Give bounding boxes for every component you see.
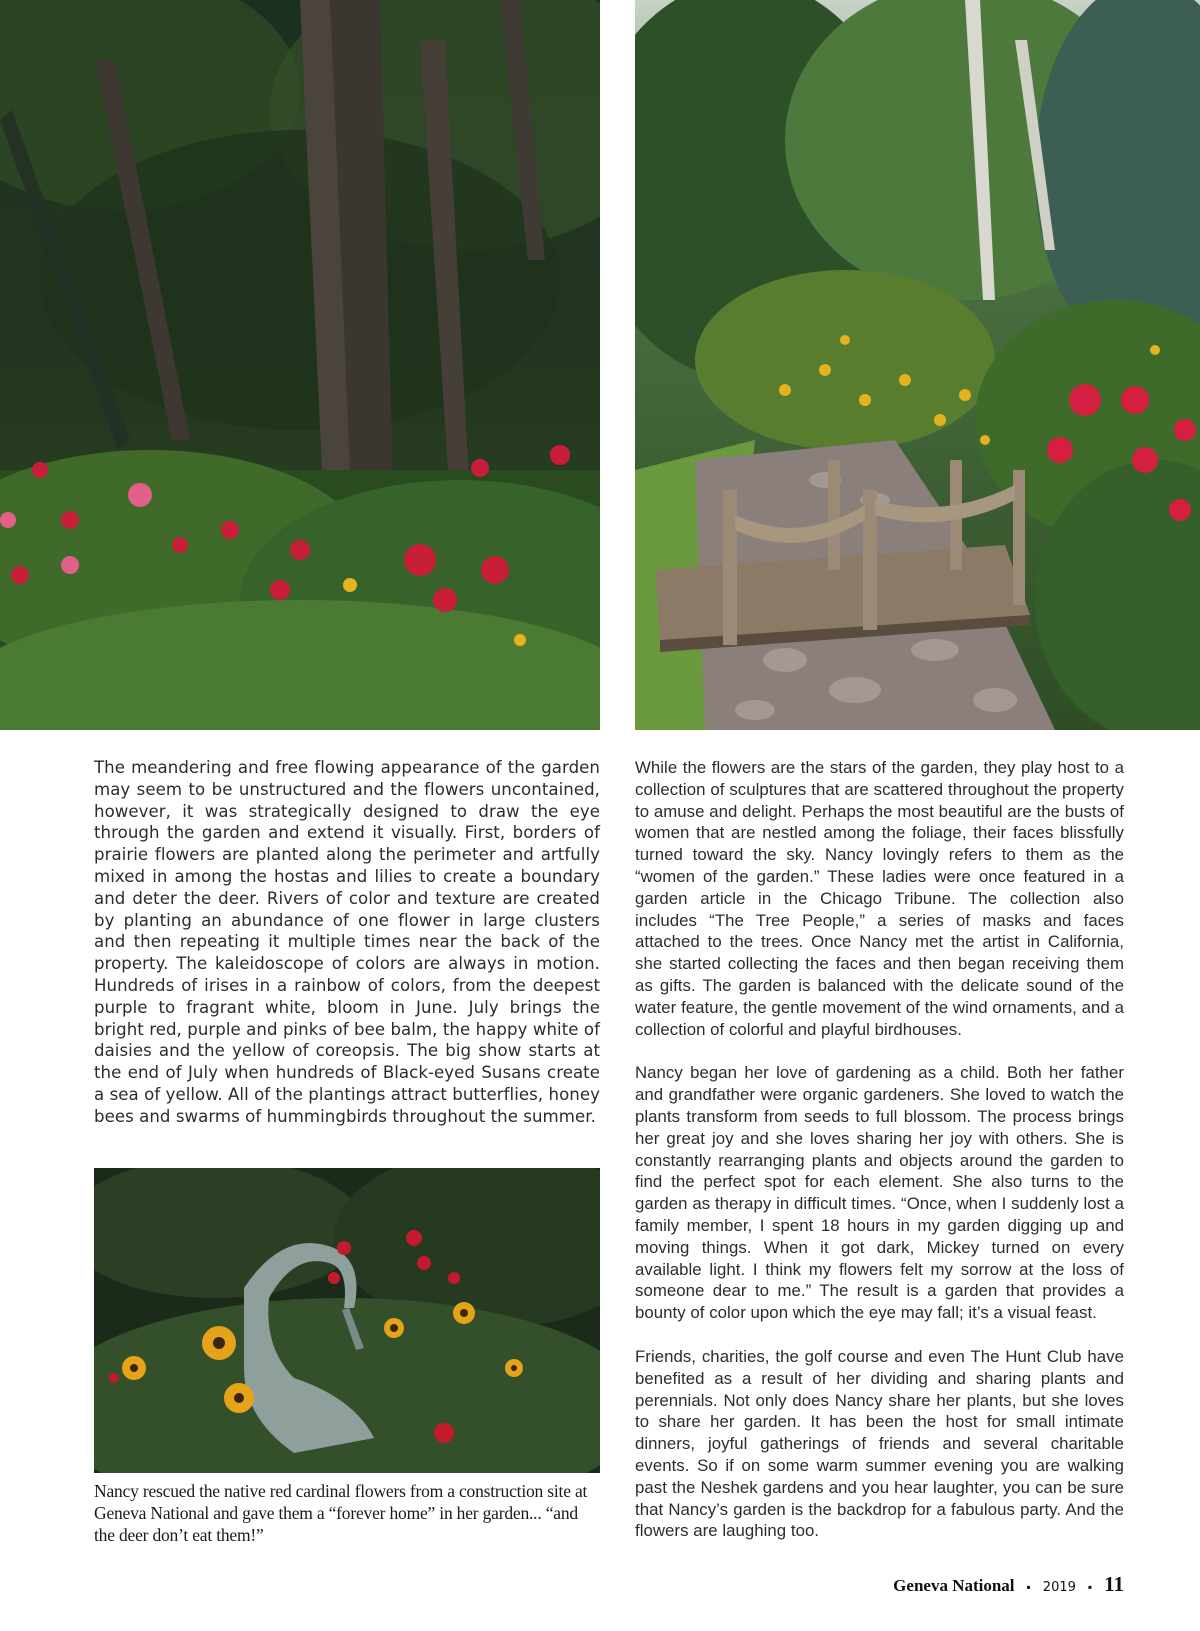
page-number: 11: [1104, 1572, 1124, 1596]
article-paragraph: Nancy began her love of gardening as a child. Both her father and grandfather were organic gardeners. She loved to watch the plants transform from seeds to full blossom. The process brings her great joy and she loves sharing her joy with others. She is constantly rearranging plants and objects around the garden to find the perfect spot for each element. She also turns to the garden as therapy in difficult times. “Once, when I suddenly lost a family member, I spent 18 hours in my garden digging up and moving things. When it got dark, Mickey turned on every available light. I think my flowers felt my sorrow at the loss of someone dear to me.” The result is a garden that provides a bounty of color upon which the eye may fall; it’s a visual feast.: [635, 1063, 1124, 1323]
article-column-right: [635, 757, 1124, 1542]
photo-caption: Nancy rescued the native red cardinal flowers from a construction site at Geneva National and gave them a “forever home” in her garden... “and the deer don’t eat them!”: [94, 1481, 588, 1545]
crane-sculpture-photo: [94, 1168, 600, 1473]
article-column-left: [94, 757, 600, 1128]
article-paragraph: The meandering and free flowing appearance of the garden may seem to be unstructured and the flowers uncontained, however, it was strategically designed to draw the eye through the garden and extend it visually. First, borders of prairie flowers are planted along the perimeter and artfully mixed in among the hostas and lilies to create a boundary and deter the deer. Rivers of color and texture are created by planting an abundance of one flower in large clusters and then repeating it multiple times near the back of the property. The kaleidoscope of colors are always in motion. Hundreds of irises in a rainbow of colors, from the deepest purple to fragrant white, bloom in June. July brings the bright red, purple and pinks of bee balm, the happy white of daisies and the yellow of coreopsis. The big show starts at the end of July when hundreds of Black-eyed Susans create a sea of yellow. All of the plantings attract butterflies, honey bees and swarms of hummingbirds throughout the summer.: [94, 758, 600, 1126]
crane-sculpture-photo-image: [94, 1168, 600, 1473]
page-footer: [893, 1572, 1124, 1597]
magazine-name: Geneva National: [893, 1576, 1015, 1595]
article-paragraph: While the flowers are the stars of the garden, they play host to a collection of sculptures that are scattered throughout the property to amuse and delight. Perhaps the most beautiful are the busts of women that are nestled among the foliage, their faces blissfully turned toward the sky. Nancy lovingly refers to them as the “women of the garden.” These ladies were once featured in a garden article in the Chicago Tribune. The collection also includes “The Tree People,” a series of masks and faces attached to the trees. Once Nancy met the artist in California, she started collecting the faces and then began receiving them as gifts. The garden is balanced with the delicate sound of the water feature, the gentle movement of the wind ornaments, and a collection of colorful and playful birdhouses.: [635, 758, 1124, 1039]
garden-photo-left: [0, 0, 600, 730]
garden-photo-right: [635, 0, 1200, 730]
separator-square: ▪: [1087, 1580, 1093, 1594]
garden-photo-right-image: [635, 0, 1200, 730]
garden-photo-left-image: [0, 0, 600, 730]
separator-square: ▪: [1026, 1580, 1031, 1594]
article-paragraph: Friends, charities, the golf course and even The Hunt Club have benefited as a result of her dividing and sharing plants and perennials. Not only does Nancy share her plants, but she loves to share her garden. It has been the host for small intimate dinners, joyful gatherings of friends and several charitable events. So if on some warm summer evening you are walking past the Neshek gardens and you hear laughter, you can be sure that Nancy’s garden is the backdrop for a fabulous party. And the flowers are laughing too.: [635, 1346, 1124, 1541]
issue-year: 2019: [1042, 1580, 1076, 1595]
